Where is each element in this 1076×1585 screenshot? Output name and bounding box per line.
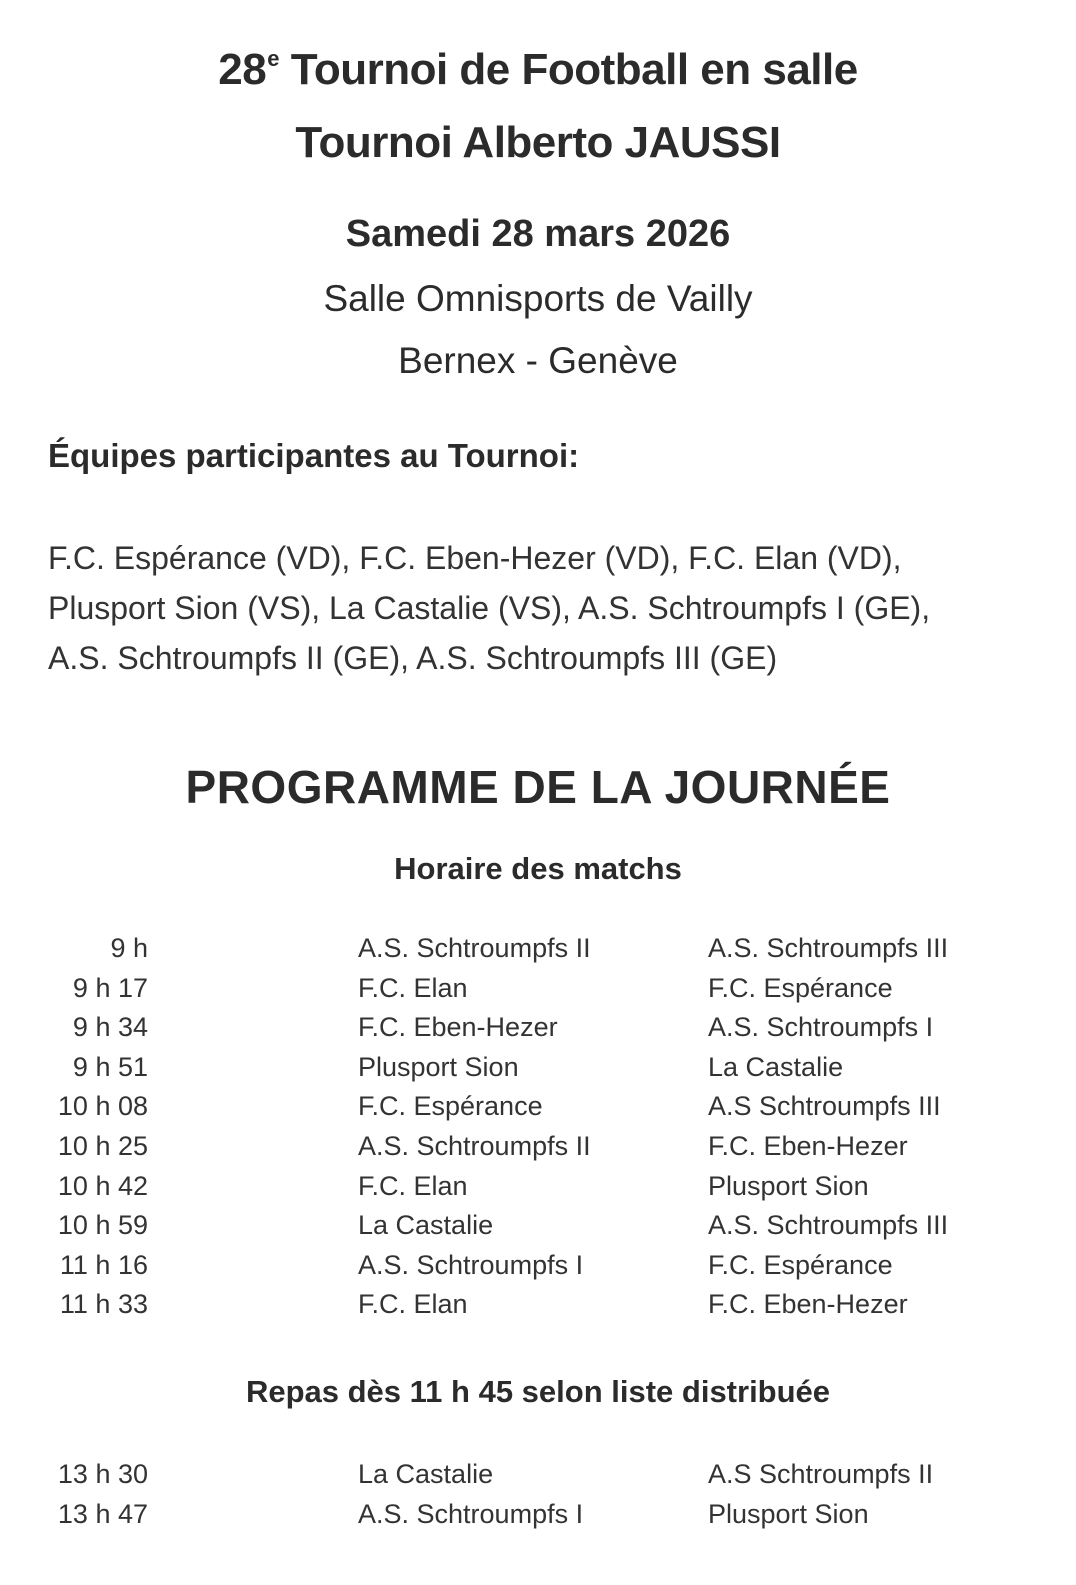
morning-schedule (0, 933, 1076, 1329)
match-away-team: F.C. Eben-Hezer (708, 1289, 908, 1320)
match-time: 10 h 25 (57, 1130, 148, 1161)
title-number: 28 (218, 45, 267, 94)
match-row (0, 1052, 1076, 1092)
match-row (0, 933, 1076, 973)
match-row (0, 1210, 1076, 1250)
match-home-team: F.C. Eben-Hezer (358, 1012, 558, 1043)
teams-line: A.S. Schtroumpfs II (GE), A.S. Schtroumpfs III (GE) (48, 640, 778, 676)
match-away-team: La Castalie (708, 1051, 844, 1082)
match-row (0, 1250, 1076, 1290)
match-away-team: Plusport Sion (708, 1170, 869, 1201)
match-away-team: F.C. Eben-Hezer (708, 1130, 908, 1161)
match-home-team: La Castalie (358, 1210, 494, 1241)
title-line-2: Tournoi Alberto JAUSSI (295, 118, 781, 167)
match-home-team: A.S. Schtroumpfs I (358, 1249, 584, 1280)
teams-heading: Équipes participantes au Tournoi: (48, 437, 580, 474)
match-home-team: F.C. Elan (358, 1170, 468, 1201)
match-home-team: La Castalie (358, 1459, 494, 1489)
title-superscript: e (267, 46, 279, 71)
match-row (0, 1459, 1076, 1499)
event-location: Bernex - Genève (398, 340, 678, 381)
match-row (0, 1012, 1076, 1052)
title-rest: Tournoi de Football en salle (278, 45, 858, 94)
match-time: 11 h 16 (59, 1249, 148, 1280)
teams-line: Plusport Sion (VS), La Castalie (VS), A.S. Schtroumpfs I (GE), (48, 590, 931, 626)
event-date: Samedi 28 mars 2026 (345, 213, 731, 255)
match-away-team: A.S. Schtroumpfs I (708, 1012, 934, 1043)
match-time: 9 h 17 (72, 972, 148, 1003)
match-row (0, 1171, 1076, 1211)
match-row (0, 1289, 1076, 1329)
match-away-team: Plusport Sion (708, 1498, 869, 1529)
match-home-team: A.S. Schtroumpfs II (358, 933, 591, 963)
match-home-team: F.C. Elan (358, 972, 468, 1003)
match-time: 9 h (110, 933, 148, 963)
teams-line: F.C. Espérance (VD), F.C. Eben-Hezer (VD), F.C. Elan (VD), (48, 540, 902, 576)
match-away-team: A.S. Schtroumpfs III (708, 933, 949, 963)
match-time: 13 h 47 (57, 1498, 148, 1529)
match-time: 10 h 59 (57, 1210, 148, 1241)
teams-list (48, 533, 1058, 683)
match-away-team: A.S. Schtroumpfs III (708, 1210, 949, 1241)
schedule-heading: Horaire des matchs (394, 851, 682, 886)
match-time: 10 h 42 (57, 1170, 148, 1201)
match-time: 11 h 33 (59, 1289, 148, 1320)
programme-title: PROGRAMME DE LA JOURNÉE (185, 761, 891, 813)
match-home-team: F.C. Elan (358, 1289, 468, 1320)
match-row (0, 973, 1076, 1013)
match-away-team: F.C. Espérance (708, 1249, 893, 1280)
event-venue: Salle Omnisports de Vailly (323, 278, 753, 319)
match-home-team: A.S. Schtroumpfs I (358, 1498, 584, 1529)
match-row (0, 1131, 1076, 1171)
match-away-team: A.S Schtroumpfs III (708, 1091, 941, 1122)
match-time: 10 h 08 (57, 1091, 148, 1122)
match-time: 9 h 51 (72, 1051, 148, 1082)
match-row (0, 1091, 1076, 1131)
match-time: 9 h 34 (72, 1012, 148, 1043)
title-line-1 (0, 45, 1076, 95)
match-away-team: F.C. Espérance (708, 972, 893, 1003)
match-home-team: Plusport Sion (358, 1051, 519, 1082)
match-row (0, 1499, 1076, 1539)
afternoon-schedule (0, 1459, 1076, 1538)
match-away-team: A.S Schtroumpfs II (708, 1459, 934, 1489)
match-home-team: F.C. Espérance (358, 1091, 543, 1122)
meal-note: Repas dès 11 h 45 selon liste distribuée (245, 1374, 831, 1409)
match-home-team: A.S. Schtroumpfs II (358, 1130, 591, 1161)
match-time: 13 h 30 (57, 1459, 148, 1489)
